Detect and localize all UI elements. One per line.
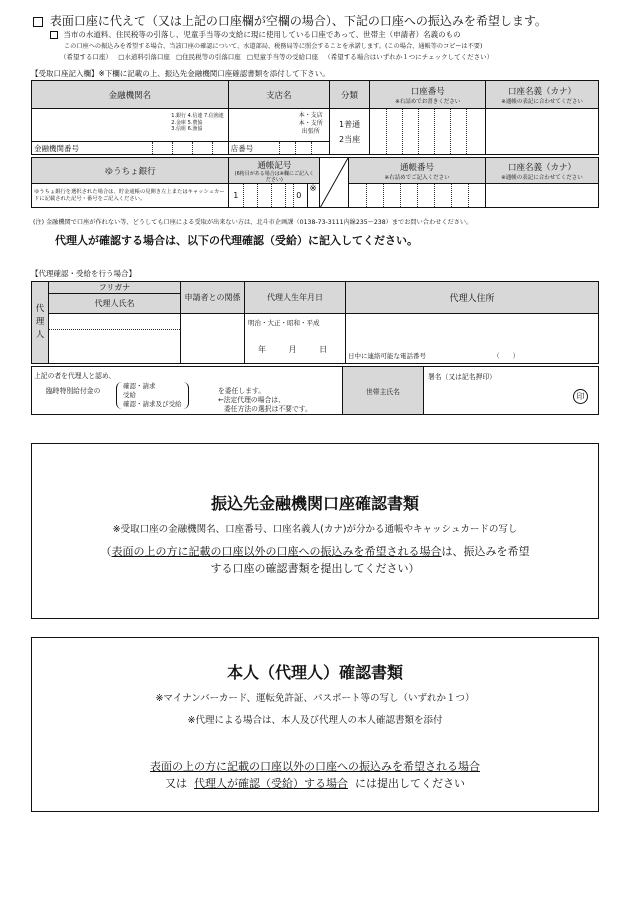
bank-doc-title: 振込先金融機関口座確認書類 bbox=[210, 494, 419, 513]
passbook-number-cell[interactable] bbox=[349, 184, 486, 208]
bank-account-table bbox=[31, 80, 599, 155]
header-sub-line1 bbox=[50, 29, 461, 40]
header-sub-line2: この口座への振込みを希望する場合、当該口座の確認について、水道部局、税務局等に照会することを承諾します。(この場合、通帳等のコピーは不要) bbox=[64, 43, 483, 50]
name-header: 代理人氏名 bbox=[49, 294, 181, 314]
account-holder-header bbox=[486, 81, 599, 109]
consent-option-both[interactable]: 確認・請求及び受給 bbox=[123, 400, 182, 408]
consent-line5: 委任方法の選択は不要です。 bbox=[224, 405, 312, 413]
branch-cell[interactable] bbox=[228, 109, 329, 155]
proxy-notice: 代理人が確認する場合は、以下の代理確認（受給）に記入してください。 bbox=[55, 234, 418, 247]
option-note: （希望する場合はいずれか１つにチェックしてください） bbox=[324, 53, 494, 61]
category-cell[interactable] bbox=[329, 109, 370, 155]
seal-mark: 印 bbox=[573, 389, 588, 404]
phone-row[interactable] bbox=[348, 351, 519, 360]
birthdate-header: 代理人生年月日 bbox=[245, 282, 346, 314]
category-touza[interactable]: 2当座 bbox=[338, 134, 361, 144]
account-number-label: 口座番号 bbox=[410, 86, 445, 97]
category-futsu[interactable]: 1普通 bbox=[338, 119, 361, 129]
phone-paren: （ ） bbox=[493, 352, 520, 360]
address-cell[interactable] bbox=[346, 314, 599, 364]
account-section-title: 【受取口座記入欄】※下欄に記載の上、振込先金融機関口座確認書類を添付して下さい。 bbox=[31, 69, 330, 78]
yucho-divider-cell bbox=[320, 158, 349, 208]
consent-line1: 上記の者を代理人と認め、 bbox=[34, 372, 116, 380]
account-holder-note: ※通帳の表記に合わせてください bbox=[501, 98, 583, 105]
id-doc-box bbox=[31, 637, 599, 812]
date-units: 年 月 日 bbox=[258, 345, 328, 354]
proxy-side-label: 代理人 bbox=[32, 282, 49, 364]
branch-code-row[interactable] bbox=[229, 141, 329, 154]
header-main-line bbox=[33, 12, 547, 29]
bank-name-cell[interactable] bbox=[32, 109, 229, 155]
yucho-table bbox=[31, 157, 599, 208]
account-number-note: ※右詰めでお書きください bbox=[395, 98, 461, 105]
main-checkbox[interactable] bbox=[33, 17, 43, 27]
bank-doc-line2: （表面の上の方に記載の口座以外の口座への振込みを希望される場合は、振込みを希望 bbox=[100, 545, 530, 558]
header-main-text: 表面口座に代えて（又は上記の口座欄が空欄の場合）、下記の口座への振込みを希望します。 bbox=[49, 14, 547, 28]
passbook-number-header bbox=[349, 158, 486, 184]
id-doc-line3: 表面の上の方に記載の口座以外の口座への振込みを希望される場合 bbox=[150, 760, 480, 773]
branch-types: 本・支店 本・支所 出張所 bbox=[298, 112, 323, 135]
address-header: 代理人住所 bbox=[346, 282, 599, 314]
phone-label: 日中に連絡可能な電話番号 bbox=[348, 352, 426, 360]
bank-types: 1.銀行 4.信連 7.信漁連 2.金庫 5.農協 3.信組 6.漁協 bbox=[171, 113, 224, 132]
account-holder-label: 口座名義（カナ） bbox=[508, 86, 577, 97]
passbook-symbol-header bbox=[229, 158, 320, 184]
account-footnote: (注) 金融機関で口座が作れない等、どうしても口座による受取が出来ない方は、北斗市企画課（0138-73-3111内線235～238）までお問い合わせください。 bbox=[33, 219, 473, 226]
id-doc-line1: ※マイナンバーカード、運転免許証、パスポート等の写し（いずれか１つ） bbox=[155, 693, 475, 704]
yucho-holder-note: ※通帳の表記に合わせてください bbox=[501, 174, 583, 181]
branch-header: 支店名 bbox=[228, 81, 329, 109]
yucho-note: ゆうちょ銀行を選択された場合は、貯金通帳の見開き左上またはキャッシュカードに記載された記号・番号をご記入ください。 bbox=[34, 188, 225, 202]
proxy-table bbox=[31, 281, 599, 364]
signature-cell[interactable] bbox=[424, 367, 599, 415]
bank-code-row[interactable] bbox=[32, 141, 228, 154]
consent-table bbox=[31, 366, 599, 415]
diagonal-line bbox=[320, 158, 348, 208]
id-doc-line2: ※代理による場合は、本人及び代理人の本人確認書類を添付 bbox=[187, 715, 443, 726]
bank-code-label: 金融機関番号 bbox=[34, 144, 79, 153]
consent-line2: 臨時特別給付金の bbox=[46, 387, 101, 395]
proxy-section-title: 【代理確認・受給を行う場合】 bbox=[31, 269, 136, 278]
option-label: （希望する口座） bbox=[60, 53, 112, 61]
bank-doc-box bbox=[31, 443, 599, 619]
era-options[interactable]: 明治・大正・昭和・平成 bbox=[248, 319, 320, 327]
account-holder-cell[interactable] bbox=[486, 109, 599, 155]
option-water[interactable]: □水道料引落口座 bbox=[118, 53, 170, 61]
relation-header: 申請者との関係 bbox=[181, 282, 245, 314]
consent-line4: ←法定代理の場合は、 bbox=[218, 396, 285, 404]
passbook-symbol-cell[interactable] bbox=[229, 184, 320, 208]
consent-option-receive[interactable]: 受給 bbox=[123, 391, 136, 399]
id-doc-title: 本人（代理人）確認書類 bbox=[226, 663, 403, 682]
bank-doc-line1: ※受取口座の金融機関名、口座番号、口座名義人(カナ)が分かる通帳やキャッシュカードの写し bbox=[112, 524, 518, 535]
yucho-header: ゆうちょ銀行 bbox=[32, 158, 229, 184]
consent-option-confirm[interactable]: 確認・請求 bbox=[123, 382, 156, 390]
consent-options[interactable] bbox=[116, 382, 189, 409]
account-number-cell[interactable] bbox=[370, 109, 486, 155]
birthdate-cell[interactable] bbox=[245, 314, 346, 364]
symbol-prefix: 1 bbox=[233, 191, 239, 200]
symbol-zero: 0 bbox=[296, 191, 302, 200]
relation-cell[interactable] bbox=[181, 314, 245, 364]
yucho-holder-cell[interactable] bbox=[485, 184, 598, 208]
account-number-header bbox=[370, 81, 486, 109]
id-doc-line4: 又は 代理人が確認（受給）する場合 には提出してください bbox=[165, 777, 465, 790]
yucho-note-cell bbox=[32, 184, 229, 208]
passbook-number-label: 通帳番号 bbox=[400, 162, 435, 173]
furigana-header: フリガナ bbox=[49, 282, 181, 294]
household-head-label-cell: 世帯主氏名 bbox=[343, 367, 424, 415]
sub-checkbox[interactable] bbox=[50, 31, 58, 39]
sub-line1-text: 当市の水道料、住民税等の引落し、児童手当等の支給に現に使用している口座であって、世帯主（申請者）名義のもの bbox=[63, 30, 461, 39]
symbol-mark: ※ bbox=[309, 184, 317, 194]
bank-doc-line3: する口座の確認書類を提出してください） bbox=[210, 562, 420, 575]
passbook-number-note: ※右詰めでご記入ください bbox=[384, 174, 450, 181]
passbook-symbol-label: 通帳記号 bbox=[257, 160, 292, 171]
yucho-holder-header bbox=[485, 158, 598, 184]
branch-code-label: 店番号 bbox=[230, 144, 254, 153]
option-child[interactable]: □児童手当等の受給口座 bbox=[246, 53, 319, 61]
header-options bbox=[60, 52, 493, 61]
option-tax[interactable]: □住民税等の引落口座 bbox=[176, 53, 241, 61]
signature-label: 署名（又は記名押印） bbox=[428, 373, 496, 381]
yucho-holder-label: 口座名義（カナ） bbox=[507, 162, 576, 173]
proxy-name-cell[interactable] bbox=[49, 314, 181, 364]
consent-line3: を委任します。 bbox=[218, 387, 266, 395]
passbook-symbol-note: (6桁目がある場合は※欄にご記入ください) bbox=[234, 170, 314, 183]
bank-name-header: 金融機関名 bbox=[32, 81, 229, 109]
consent-cell bbox=[32, 367, 343, 415]
category-header: 分類 bbox=[329, 81, 370, 109]
